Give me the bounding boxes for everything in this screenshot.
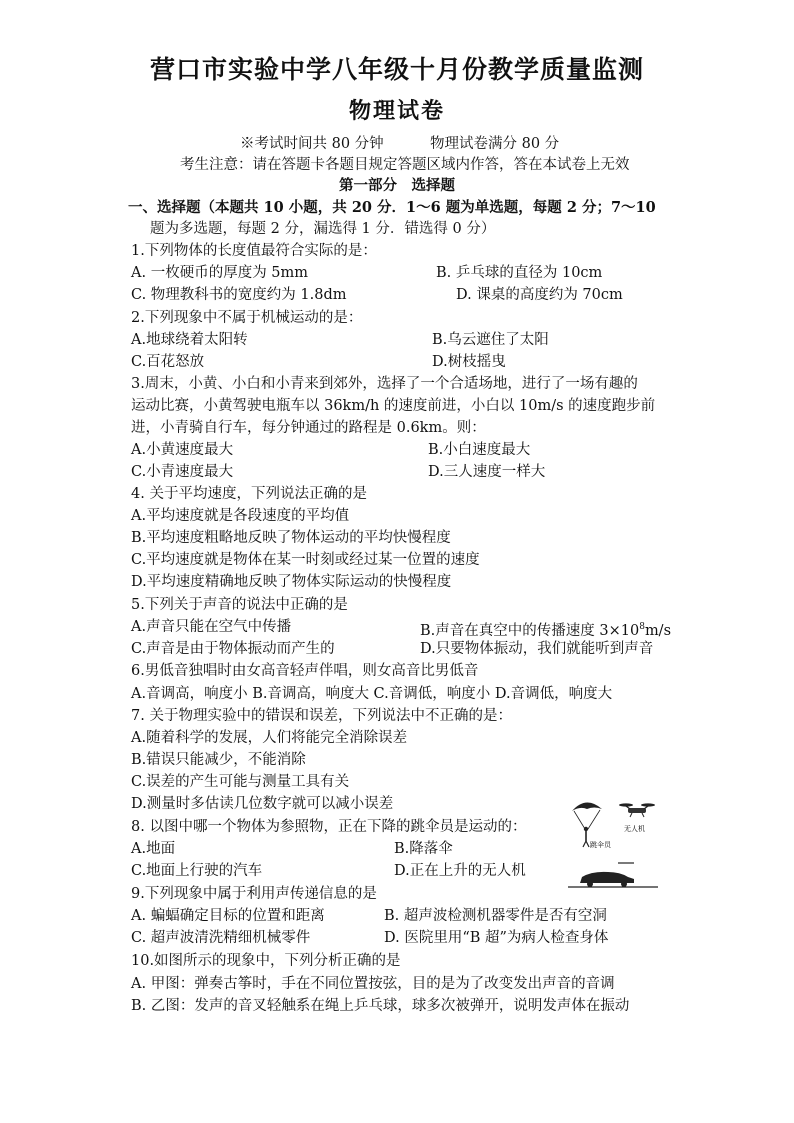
q7-option-c: C.误差的产生可能与测量工具有关 bbox=[131, 774, 350, 790]
parachutist-icon bbox=[584, 827, 588, 831]
section-heading-line1: 一、选择题（本题共 10 小题，共 20 分．1～6 题为单选题，每题 2 分；7～10 bbox=[128, 199, 656, 216]
drone-icon bbox=[619, 803, 655, 817]
q7-stem: 7. 关于物理实验中的错误和误差，下列说法中不正确的是： bbox=[131, 708, 512, 724]
exam-subtitle: 物理试卷 bbox=[348, 98, 445, 124]
q1-option-d: D. 课桌的高度约为 70cm bbox=[456, 287, 623, 303]
q5-option-a: A.声音只能在空气中传播 bbox=[131, 619, 292, 635]
q1-option-a: A. 一枚硬币的厚度为 5mm bbox=[131, 265, 309, 281]
q4-stem: 4. 关于平均速度，下列说法正确的是 bbox=[131, 486, 367, 502]
section-heading-line2: 题为多选题，每题 2 分，漏选得 1 分．错选得 0 分） bbox=[150, 221, 496, 237]
q10-option-b: B. 乙图：发声的音叉轻触系在绳上乒乓球，球多次被弹开，说明发声体在振动 bbox=[131, 998, 630, 1014]
q5-stem: 5.下列关于声音的说法中正确的是 bbox=[131, 597, 348, 613]
exam-notice: 考生注意：请在答题卡各题目规定答题区域内作答，答在本试卷上无效 bbox=[180, 157, 630, 173]
q5-option-b-unit: m/s bbox=[644, 622, 672, 639]
q2-stem: 2.下列现象中不属于机械运动的是： bbox=[131, 310, 363, 326]
q4-option-c: C.平均速度就是物体在某一时刻或经过某一位置的速度 bbox=[131, 552, 480, 568]
q4-option-a: A.平均速度就是各段速度的平均值 bbox=[131, 508, 350, 524]
q3-stem-line3: 进，小青骑自行车，每分钟通过的路程是 0.6km。则： bbox=[131, 420, 486, 436]
label-drone: 无人机 bbox=[624, 825, 645, 833]
q3-stem-line2: 运动比赛，小黄驾驶电瓶车以 36km/h 的速度前进，小白以 10m/s 的速度跑步前 bbox=[131, 398, 656, 414]
part-heading: 第一部分 选择题 bbox=[339, 177, 455, 194]
q3-option-d: D.三人速度一样大 bbox=[428, 464, 546, 480]
q9-option-b: B. 超声波检测机器零件是否有空洞 bbox=[384, 908, 607, 924]
exam-title: 营口市实验中学八年级十月份教学质量监测 bbox=[149, 55, 644, 84]
q5-option-b-exponent: 8 bbox=[639, 622, 645, 632]
exam-score-info: 物理试卷满分 80 分 bbox=[430, 136, 560, 152]
q3-stem-line1: 3.周末，小黄、小白和小青来到郊外，选择了一个合适场地，进行了一场有趣的 bbox=[131, 376, 638, 392]
q5-option-d: D.只要物体振动，我们就能听到声音 bbox=[420, 641, 654, 657]
q8-figure-drawing bbox=[568, 797, 678, 892]
q8-option-a: A.地面 bbox=[131, 841, 176, 857]
q2-option-d: D.树枝摇曳 bbox=[432, 354, 506, 370]
q6-options: A.音调高，响度小 B.音调高，响度大 C.音调低，响度小 D.音调低，响度大 bbox=[131, 686, 613, 702]
q9-stem: 9.下列现象中属于利用声传递信息的是 bbox=[131, 886, 377, 902]
q1-option-c: C. 物理教科书的宽度约为 1.8dm bbox=[131, 287, 347, 303]
q6-stem: 6.男低音独唱时由女高音轻声伴唱，则女高音比男低音 bbox=[131, 663, 479, 679]
q10-option-a: A. 甲图：弹奏古筝时，手在不同位置按弦，目的是为了改变发出声音的音调 bbox=[131, 976, 615, 992]
car-icon bbox=[580, 872, 634, 887]
q9-option-a: A. 蝙蝠确定目标的位置和距离 bbox=[131, 908, 325, 924]
q2-option-b: B.乌云遮住了太阳 bbox=[432, 332, 549, 348]
q1-stem: 1.下列物体的长度值最符合实际的是： bbox=[131, 243, 377, 259]
q7-option-a: A.随着科学的发展，人们将能完全消除误差 bbox=[131, 730, 408, 746]
q7-option-b: B.错误只能减少，不能消除 bbox=[131, 752, 306, 768]
q5-option-b-text: B.声音在真空中的传播速度 3×10 bbox=[420, 622, 640, 639]
q5-option-b bbox=[420, 617, 671, 641]
q5-option-c: C.声音是由于物体振动而产生的 bbox=[131, 641, 335, 657]
q2-option-a: A.地球绕着太阳转 bbox=[131, 332, 248, 348]
label-parachutist: 跳伞员 bbox=[590, 841, 611, 849]
parachute-canopy bbox=[572, 802, 602, 811]
q9-option-c: C. 超声波清洗精细机械零件 bbox=[131, 930, 311, 946]
q8-option-b: B.降落伞 bbox=[394, 841, 453, 857]
q3-option-c: C.小青速度最大 bbox=[131, 464, 234, 480]
q4-option-d: D.平均速度精确地反映了物体实际运动的快慢程度 bbox=[131, 574, 452, 590]
exam-time-info: ※考试时间共 80 分钟 bbox=[240, 136, 384, 152]
q7-option-d: D.测量时多估读几位数字就可以减小误差 bbox=[131, 796, 394, 812]
q3-option-b: B.小白速度最大 bbox=[428, 442, 531, 458]
q4-option-b: B.平均速度粗略地反映了物体运动的平均快慢程度 bbox=[131, 530, 451, 546]
q2-option-c: C.百花怒放 bbox=[131, 354, 205, 370]
q8-option-d: D.正在上升的无人机 bbox=[394, 863, 526, 879]
q3-option-a: A.小黄速度最大 bbox=[131, 442, 234, 458]
q10-stem: 10.如图所示的现象中，下列分析正确的是 bbox=[131, 953, 401, 969]
q1-option-b: B. 乒乓球的直径为 10cm bbox=[436, 265, 603, 281]
q8-figure bbox=[568, 797, 678, 892]
q9-option-d: D. 医院里用“B 超”为病人检查身体 bbox=[384, 930, 609, 946]
q8-stem: 8. 以图中哪一个物体为参照物，正在下降的跳伞员是运动的： bbox=[131, 819, 527, 835]
q8-option-c: C.地面上行驶的汽车 bbox=[131, 863, 263, 879]
